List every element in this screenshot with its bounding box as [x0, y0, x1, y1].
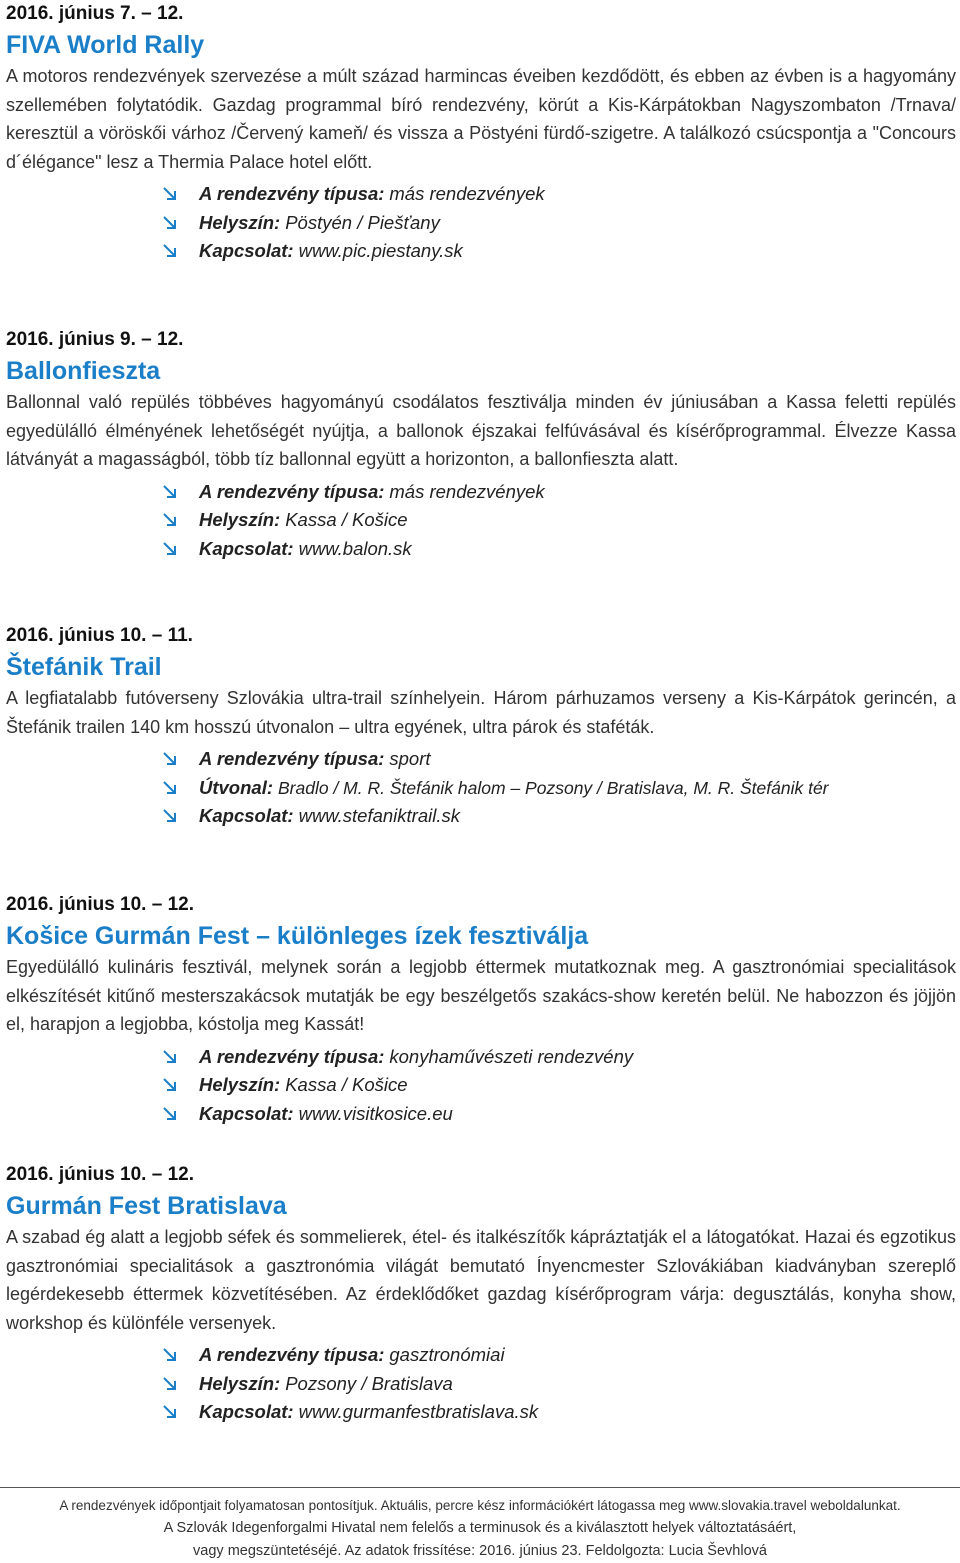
event-fiva-world-rally — [6, 0, 956, 266]
detail-label: Kapcsolat: — [199, 1401, 294, 1422]
event-date: 2016. június 10. – 12. — [6, 894, 194, 915]
detail-contact — [162, 802, 956, 831]
detail-value: Bradlo / M. R. Štefánik halom – Pozsony / Bratislava, M. R. Štefánik tér — [278, 777, 829, 798]
detail-value: más rendezvények — [389, 183, 545, 204]
event-details — [6, 1043, 956, 1129]
arrow-down-right-icon — [162, 484, 199, 500]
event-stefanik-trail — [6, 622, 956, 831]
contact-link[interactable]: www.stefaniktrail.sk — [298, 805, 460, 826]
event-ballonfieszta — [6, 326, 956, 563]
event-title: Košice Gurmán Fest – különleges ízek fesztiválja — [6, 922, 589, 950]
detail-label: Kapcsolat: — [199, 805, 294, 826]
arrow-down-right-icon — [162, 751, 199, 767]
arrow-down-right-icon — [162, 1077, 199, 1093]
contact-link[interactable]: www.pic.piestany.sk — [298, 240, 463, 261]
event-title: Ballonfieszta — [6, 357, 161, 385]
footer-line-disclaimer: A Szlovák Idegenforgalmi Hivatal nem felelős a terminusok és a kiválasztott helyek változtatásáért, — [163, 1520, 797, 1536]
detail-value: Kassa / Košice — [285, 1074, 408, 1095]
detail-route — [162, 774, 956, 803]
event-gurman-fest-bratislava — [6, 1161, 956, 1427]
detail-label: A rendezvény típusa: — [199, 480, 385, 502]
event-description: A motoros rendezvények szervezése a múlt század harmincas éveiben kezdődött, és ebben az évben is a hagyomány szellemében folytatódik. Gazdag programmal bíró rendezvény, körút a Kis-Kárpátokban Nagyszombaton /Trnava/ keresztül a vöröskői várhoz /Červený kameň/ és vissza a Pöstyéni fürdő-szigetre. A találkozó csúcspontja a "Concours d´élégance" lesz a Thermia Palace hotel előtt. — [6, 66, 956, 172]
event-title: Gurmán Fest Bratislava — [6, 1192, 287, 1220]
event-date: 2016. június 9. – 12. — [6, 329, 184, 350]
detail-value: Pöstyén / Piešťany — [285, 211, 440, 233]
arrow-down-right-icon — [162, 1106, 199, 1122]
contact-link[interactable]: www.visitkosice.eu — [298, 1102, 453, 1124]
event-date: 2016. június 10. – 12. — [6, 1164, 194, 1185]
detail-value: konyhaművészeti rendezvény — [389, 1045, 634, 1067]
contact-link[interactable]: www.balon.sk — [298, 537, 412, 559]
detail-location — [162, 209, 956, 238]
detail-label: A rendezvény típusa: — [199, 748, 385, 769]
arrow-down-right-icon — [162, 1376, 199, 1392]
event-kosice-gurman-fest — [6, 891, 956, 1128]
arrow-down-right-icon — [162, 541, 199, 557]
event-details — [6, 1341, 956, 1427]
detail-label: A rendezvény típusa: — [199, 1344, 385, 1365]
detail-type — [162, 1043, 956, 1072]
detail-contact — [162, 1100, 956, 1129]
arrow-down-right-icon — [162, 1049, 199, 1065]
detail-location — [162, 1370, 956, 1399]
contact-link[interactable]: www.gurmanfestbratislava.sk — [298, 1401, 539, 1422]
detail-location — [162, 1071, 956, 1100]
event-date: 2016. június 10. – 11. — [6, 625, 193, 646]
arrow-down-right-icon — [162, 215, 199, 231]
footer-line-update: vagy megszüntetéséjé. Az adatok frissítése: 2016. június 23. Feldolgozta: Lucia Ševhlová — [193, 1543, 767, 1559]
footer-line-info: A rendezvények időpontjait folyamatosan pontosítjuk. Aktuális, percre kész információkért látogassa meg www.slovakia.travel weboldalunkat. — [59, 1498, 901, 1513]
event-details — [6, 180, 956, 266]
arrow-down-right-icon — [162, 1404, 199, 1420]
detail-value: Kassa / Košice — [285, 509, 408, 530]
arrow-down-right-icon — [162, 243, 199, 259]
detail-label: A rendezvény típusa: — [199, 183, 385, 204]
detail-type — [162, 478, 956, 507]
detail-contact — [162, 535, 956, 564]
arrow-down-right-icon — [162, 186, 199, 202]
arrow-down-right-icon — [162, 780, 199, 796]
event-description: A szabad ég alatt a legjobb séfek és sommelierek, étel- és italkészítők kápráztatják el a látogatókat. Hazai és egzotikus gasztronómiai specialitások a gasztronómia világát bemutató Ínyencmester Szlovákiában kiadványban szereplő legérdekesebb éttermek közvetítésében. Az érdeklődőket gazdag kísérőprogram várja: degusztálás, konyha show, workshop és különféle versenyek. — [6, 1227, 956, 1333]
detail-label: A rendezvény típusa: — [199, 1045, 385, 1067]
arrow-down-right-icon — [162, 512, 199, 528]
detail-value: gasztronómiai — [389, 1344, 505, 1365]
detail-value: Pozsony / Bratislava — [285, 1372, 453, 1394]
detail-value: más rendezvények — [389, 480, 545, 502]
event-description: Ballonnal való repülés többéves hagyományú csodálatos fesztiválja minden év júniusában a Kassa feletti repülés egyedülálló élményének lehetőségét nyújtja, a ballonok éjszakai felfúvásával és kísérőprogrammal. Élvezze Kassa látványát a magasságból, több tíz ballonnal együtt a horizonton, a ballonfieszta alatt. — [6, 392, 956, 469]
detail-label: Helyszín: — [199, 1372, 281, 1394]
detail-location — [162, 506, 956, 535]
event-description: A legfiatalabb futóverseny Szlovákia ultra-trail színhelyein. Három párhuzamos verseny a Kis-Kárpátok gerincén, a Štefánik trailen 140 km hosszú útvonalon – ultra egyének, ultra párok és staféták. — [6, 688, 956, 737]
event-title: FIVA World Rally — [6, 31, 205, 59]
event-details — [6, 745, 956, 831]
arrow-down-right-icon — [162, 808, 199, 824]
event-title: Štefánik Trail — [6, 653, 162, 681]
detail-type — [162, 745, 956, 774]
page-footer — [0, 1487, 960, 1563]
detail-contact — [162, 1398, 956, 1427]
detail-type — [162, 180, 956, 209]
detail-label: Kapcsolat: — [199, 537, 294, 559]
event-description: Egyedülálló kulináris fesztivál, melynek során a legjobb éttermek mutatkoznak meg. A gasztronómiai specialitások elkészítését kitűnő mesterszakácsok mutatják be egy beszélgetős szakács-show keretén belül. Ne habozzon és jöjjön el, harapjon a legjobba, kóstolja meg Kassát! — [6, 957, 956, 1034]
detail-label: Kapcsolat: — [199, 240, 294, 261]
detail-contact — [162, 237, 956, 266]
detail-label: Helyszín: — [199, 509, 281, 530]
arrow-down-right-icon — [162, 1347, 199, 1363]
detail-label: Helyszín: — [199, 1074, 281, 1095]
event-details — [6, 478, 956, 564]
detail-label: Útvonal: — [199, 776, 273, 798]
event-date: 2016. június 7. – 12. — [6, 3, 184, 24]
detail-type — [162, 1341, 956, 1370]
detail-label: Kapcsolat: — [199, 1102, 294, 1124]
detail-value: sport — [389, 748, 431, 769]
detail-label: Helyszín: — [199, 211, 281, 233]
